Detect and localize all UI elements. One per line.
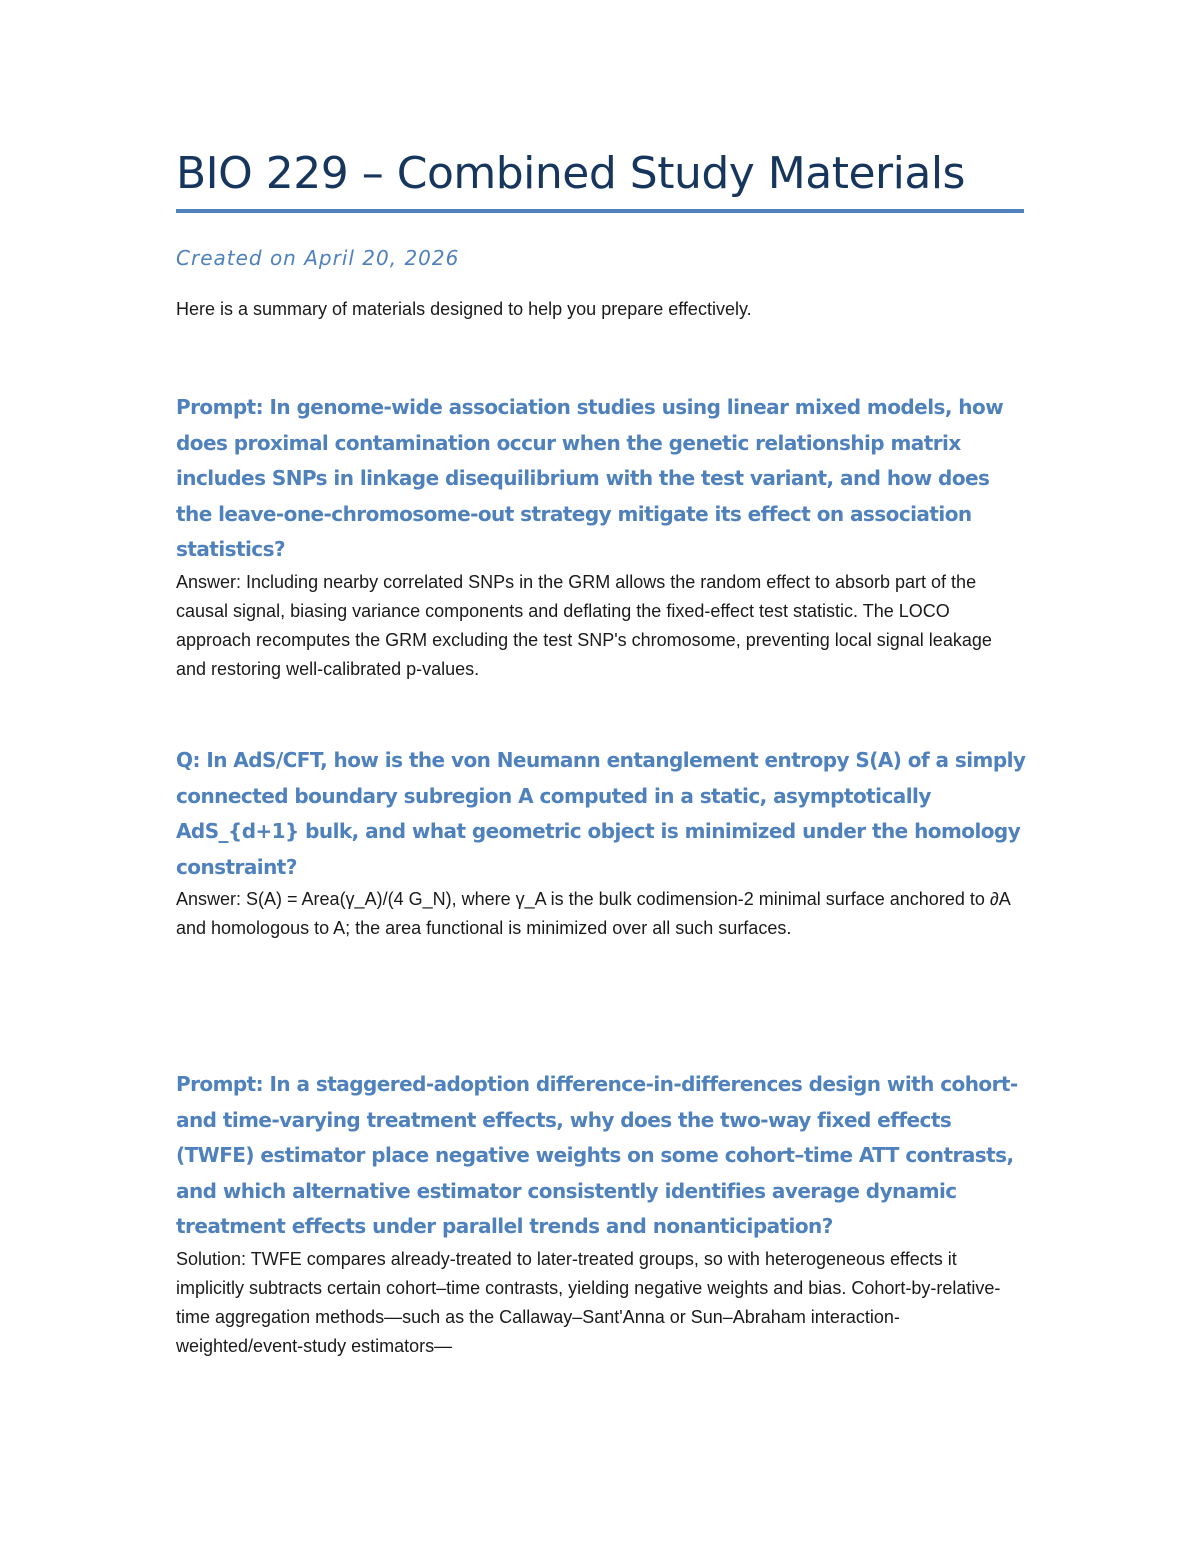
qa-section-1: [176, 390, 1026, 684]
qa-section-3: [176, 1067, 1026, 1361]
created-date-subtitle: Created on April 20, 2026: [176, 246, 460, 270]
question-heading: Prompt: In a staggered-adoption difference-in-differences design with cohort- and time-varying treatment effects, why does the two-way fixed effects (TWFE) estimator place negative weights on some cohort–time ATT contrasts, and which alternative estimator consistently identifies average dynamic treatment effects under parallel trends and nonanticipation?: [176, 1072, 1018, 1238]
question-heading: Prompt: In genome-wide association studies using linear mixed models, how does proximal contamination occur when the genetic relationship matrix includes SNPs in linkage disequilibrium with the test variant, and how does the leave-one-chromosome-out strategy mitigate its effect on association statistics?: [176, 395, 1004, 561]
document-title: BIO 229 – Combined Study Materials: [176, 148, 965, 199]
answer-paragraph: Solution: TWFE compares already-treated to later-treated groups, so with heterogeneous effects it implicitly subtracts certain cohort–time contrasts, yielding negative weights and bias. Cohort-by-relative-time aggregation methods—such as the Callaway–Sant'Anna or Sun–Abraham interaction-weighted/event-study estimators—: [176, 1248, 1001, 1356]
answer-paragraph: Answer: Including nearby correlated SNPs in the GRM allows the random effect to absorb part of the causal signal, biasing variance components and deflating the fixed-effect test statistic. The LOCO approach recomputes the GRM excluding the test SNP's chromosome, preventing local signal leakage and restoring well-calibrated p-values.: [176, 571, 992, 679]
document-page: [176, 0, 1026, 1553]
question-heading: Q: In AdS/CFT, how is the von Neumann entanglement entropy S(A) of a simply connected boundary subregion A computed in a static, asymptotically AdS_{d+1} bulk, and what geometric object is minimized under the homology constraint?: [176, 748, 1026, 879]
title-underline-rule: [176, 209, 1024, 213]
qa-section-2: [176, 743, 1026, 943]
intro-paragraph: Here is a summary of materials designed to help you prepare effectively.: [176, 299, 752, 319]
answer-paragraph: Answer: S(A) = Area(γ_A)/(4 G_N), where γ_A is the bulk codimension-2 minimal surface anchored to ∂A and homologous to A; the area functional is minimized over all such surfaces.: [176, 889, 1010, 938]
